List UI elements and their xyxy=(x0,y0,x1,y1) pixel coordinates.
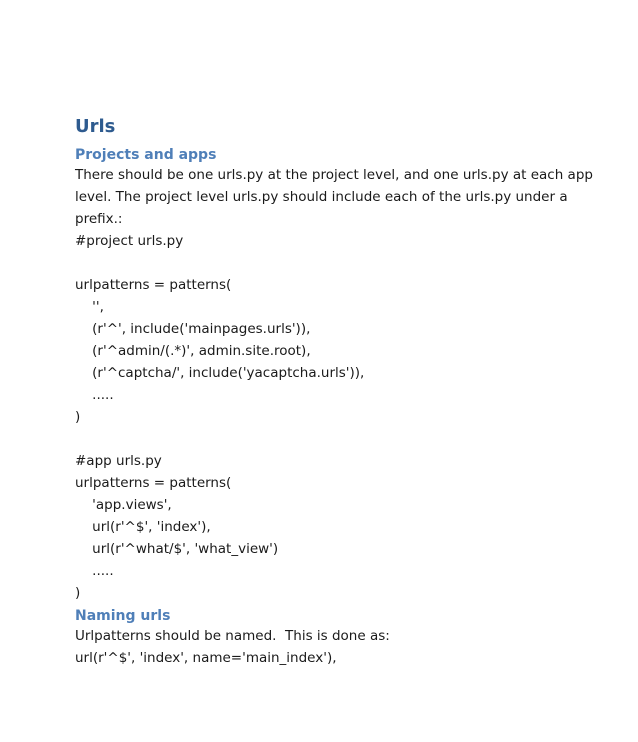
code-line: ..... xyxy=(75,387,114,403)
code-line: (r'^captcha/', include('yacaptcha.urls')), xyxy=(75,365,365,381)
paragraph-line: prefix.: xyxy=(75,211,123,227)
code-line: 'app.views', xyxy=(75,497,172,513)
paragraph-line: Urlpatterns should be named. This is done as: xyxy=(75,628,390,644)
code-line: url(r'^$', 'index', name='main_index'), xyxy=(75,650,337,666)
code-line: urlpatterns = patterns( xyxy=(75,277,232,293)
code-line: (r'^admin/(.*)', admin.site.root), xyxy=(75,343,311,359)
code-line: url(r'^$', 'index'), xyxy=(75,519,211,535)
section-heading-naming-urls: Naming urls xyxy=(75,608,171,624)
code-line: #project urls.py xyxy=(75,233,184,249)
paragraph-line: There should be one urls.py at the project level, and one urls.py at each app xyxy=(75,167,593,183)
section-heading-projects-and-apps: Projects and apps xyxy=(75,147,217,163)
code-line-blank xyxy=(75,428,615,450)
code-line: #app urls.py xyxy=(75,453,162,469)
code-block-project-urls xyxy=(75,230,615,604)
paragraph-line: level. The project level urls.py should include each of the urls.py under a xyxy=(75,189,568,205)
document-page xyxy=(75,114,615,669)
code-line: (r'^', include('mainpages.urls')), xyxy=(75,321,311,337)
code-line: '', xyxy=(75,299,104,315)
code-line: ..... xyxy=(75,563,114,579)
code-line: ) xyxy=(75,585,81,601)
code-line-blank xyxy=(75,252,615,274)
code-line: url(r'^what/$', 'what_view') xyxy=(75,541,279,557)
code-line: urlpatterns = patterns( xyxy=(75,475,232,491)
page-title: Urls xyxy=(75,116,116,137)
code-line: ) xyxy=(75,409,81,425)
